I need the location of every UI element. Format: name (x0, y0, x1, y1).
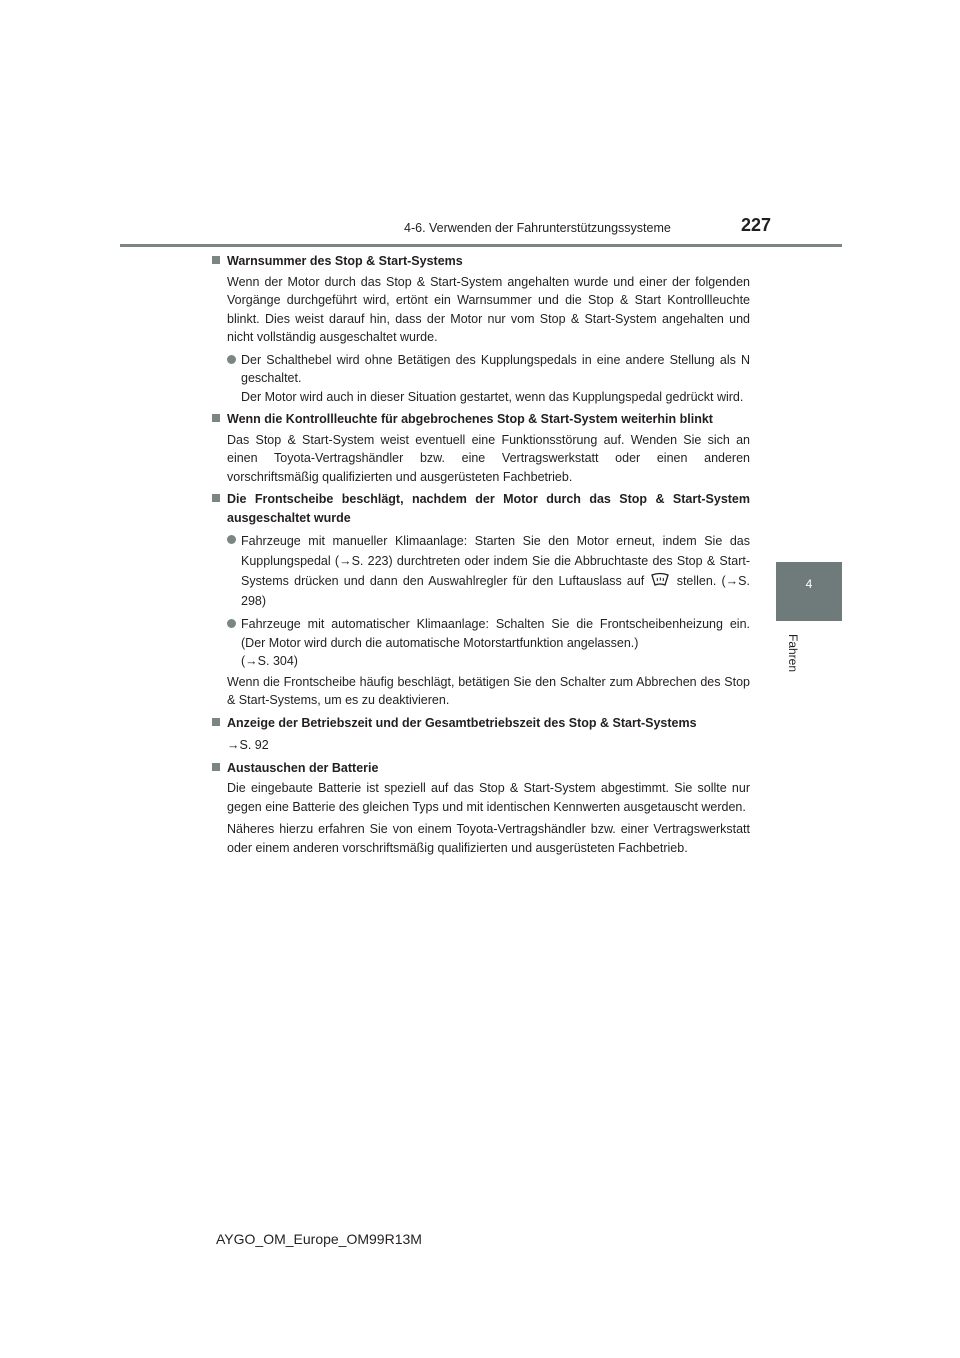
page-reference-link[interactable]: →S. 92 (227, 738, 269, 752)
paragraph: Wenn die Frontscheibe häufig beschlägt, betätigen Sie den Schalter zum Abbrechen des Stop & Start-Systems, um es zu deaktivieren. (227, 674, 750, 707)
section-heading (210, 759, 750, 778)
list-item (210, 531, 750, 611)
bullet-text-continued: stellen. (→S. 298) (241, 574, 750, 608)
chapter-tab[interactable] (776, 562, 842, 621)
round-bullet-icon (227, 355, 236, 364)
heading-text: Die Frontscheibe beschlägt, nachdem der Motor durch das Stop & Start-System ausgeschaltet wurde (227, 492, 750, 525)
section-windshield-fogs (210, 490, 750, 710)
section-heading (210, 490, 750, 527)
list-item (210, 351, 750, 407)
chapter-tab-number: 4 (805, 577, 813, 591)
windshield-defroster-icon (651, 572, 669, 588)
paragraph: Die eingebaute Batterie ist speziell auf das Stop & Start-System abgestimmt. Sie sollte nur gegen eine Batterie des gleichen Typs und mit identischen Kennwerten ausgetauscht werden. (227, 781, 750, 814)
square-bullet-icon (212, 494, 220, 502)
chapter-title: 4-6. Verwenden der Fahrunterstützungssysteme (404, 221, 671, 235)
section-battery-replacement (210, 759, 750, 858)
round-bullet-icon (227, 619, 236, 628)
round-bullet-icon (227, 535, 236, 544)
bullet-text: Der Schalthebel wird ohne Betätigen des Kupplungspedals in eine andere Stellung als N geschaltet. (241, 352, 750, 385)
square-bullet-icon (212, 256, 220, 264)
bullet-text: Fahrzeuge mit automatischer Klimaanlage: Schalten Sie die Frontscheibenheizung ein. (Der Motor wird durch die automatische Motorstartfunktion angelassen.) (241, 617, 750, 650)
bullet-text-continued: Der Motor wird auch in dieser Situation gestartet, wenn das Kupplungspedal gedrückt wird. (241, 389, 744, 404)
heading-text: Anzeige der Betriebszeit und der Gesamtbetriebszeit des Stop & Start-Systems (227, 715, 697, 730)
section-operating-time (210, 714, 750, 755)
paragraph: Das Stop & Start-System weist eventuell eine Funktionsstörung auf. Wenden Sie sich an einen Toyota-Vertragshändler bzw. eine Vertragswerkstatt oder einen anderen vorschriftsmäßig qualifizierten und ausgerüsteten Fachbetrieb. (227, 432, 750, 484)
section-heading (210, 714, 750, 733)
bullet-text: Fahrzeuge mit manueller Klimaanlage: Starten Sie den Motor erneut, indem Sie das Kupplungspedal (→S. 223) durchtreten oder indem Sie die Abbruchtaste des Stop & Start-Systems drücken und dann den Auswahlregler für den Luftauslass auf (241, 534, 750, 588)
document-id: AYGO_OM_Europe_OM99R13M (216, 1231, 422, 1247)
section-indicator-blinks (210, 410, 750, 486)
square-bullet-icon (212, 718, 220, 726)
list-item (210, 615, 750, 671)
section-heading (210, 252, 750, 271)
page-content (210, 252, 750, 861)
paragraph: Näheres hierzu erfahren Sie von einem Toyota-Vertragshändler bzw. einer Vertragswerkstatt oder einem anderen vorschriftsmäßig qualifizierten und ausgerüsteten Fachbetrieb. (227, 822, 750, 855)
heading-text: Wenn die Kontrollleuchte für abgebrochenes Stop & Start-System weiterhin blinkt (227, 412, 713, 426)
square-bullet-icon (212, 763, 220, 771)
page-reference-link[interactable]: (→S. 304) (241, 654, 298, 668)
section-warning-buzzer (210, 252, 750, 406)
chapter-tab-label: Fahren (786, 634, 800, 673)
square-bullet-icon (212, 414, 220, 422)
page-number: 227 (741, 215, 772, 235)
heading-text: Warnsummer des Stop & Start-Systems (227, 254, 463, 268)
heading-text: Austauschen der Batterie (227, 760, 379, 775)
section-heading (210, 410, 750, 429)
paragraph: Wenn der Motor durch das Stop & Start-System angehalten wurde und einer der folgenden Vorgänge durchgeführt wird, ertönt ein Warnsummer und die Stop & Start Kontrollleuchte blinkt. Dies weist darauf hin, dass der Motor nur vom Stop & Start-System angehalten und nicht vollständig ausgeschaltet wurde. (227, 274, 750, 344)
header-rule (120, 244, 842, 247)
